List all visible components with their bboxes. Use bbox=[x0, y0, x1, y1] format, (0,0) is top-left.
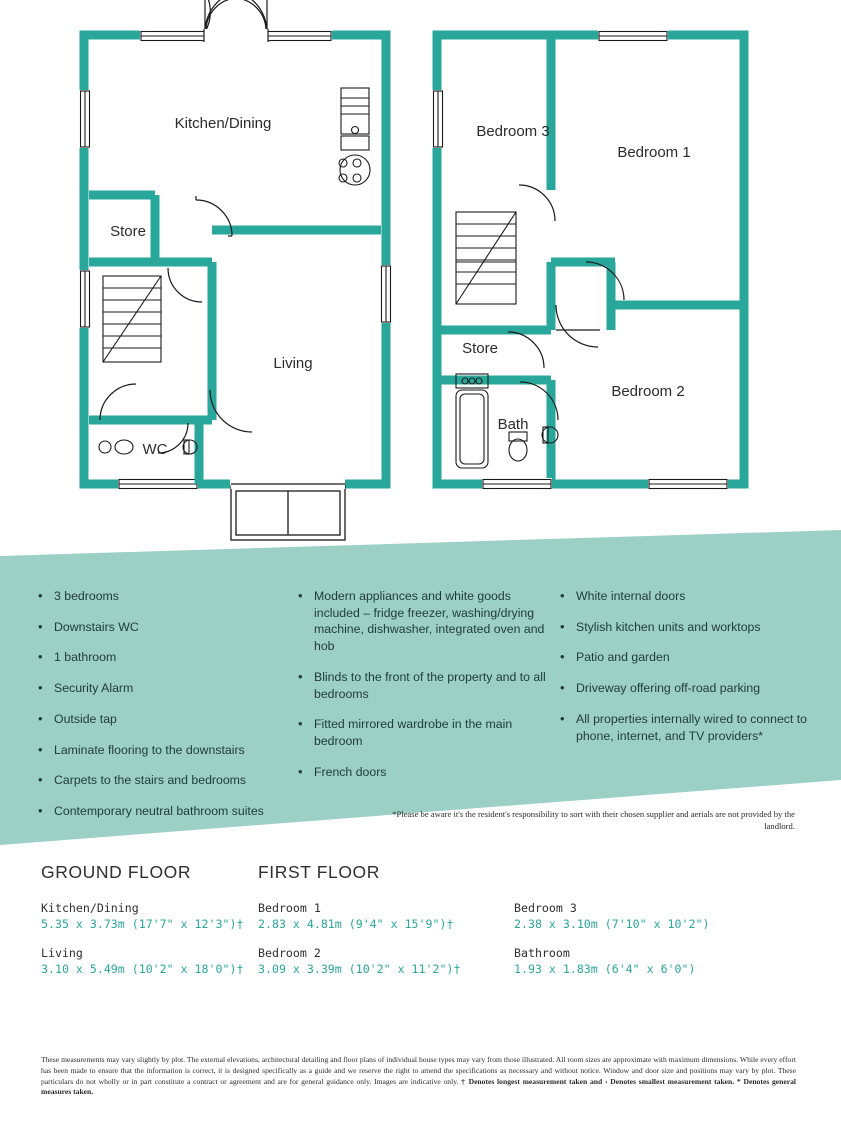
room-entry bbox=[41, 901, 258, 932]
features-column-3 bbox=[558, 588, 841, 834]
features-column-1 bbox=[0, 588, 286, 834]
feature-item: • Patio and garden bbox=[558, 649, 831, 666]
feature-item: • Driveway offering off-road parking bbox=[558, 680, 831, 697]
footer-text: These measurements may vary slightly by plot. The external elevations, architectural detailing and floor plans of individual house types may vary from those illustrated. All room sizes are approximate with maximum dimensions. While every effort has been made to ensure that the information is correct, it is designed specifically as a guide and we reserve the right to amend the specifications as necessary and without notice. Window and door size and positions may vary by plot. These particulars do not wholly or in part constitute a contract or agreement and are for general guidance only. Images are indicative only. bbox=[41, 1055, 796, 1086]
plan-label-bedroom-3: Bedroom 3 bbox=[476, 123, 550, 140]
feature-item: • Blinds to the front of the property and to all bedrooms bbox=[296, 669, 548, 702]
note-text: *Please be aware it's the resident's responsibility to sort with their chosen supplier and aerials are not provided by the landlord. bbox=[392, 809, 795, 832]
feature-item: • White internal doors bbox=[558, 588, 831, 605]
room-name: Bedroom 2 bbox=[258, 946, 321, 961]
feature-item: • Laminate flooring to the downstairs bbox=[36, 742, 276, 759]
ground-floor-heading: GROUND FLOOR bbox=[41, 862, 192, 882]
plan-label-kitchen-dining: Kitchen/Dining bbox=[174, 115, 272, 132]
room-size: 5.35 x 3.73m (17'7" x 12'3")† bbox=[41, 916, 244, 931]
plan-label-bedroom-1: Bedroom 1 bbox=[617, 144, 691, 161]
room-entry bbox=[514, 946, 794, 977]
feature-item: • Outside tap bbox=[36, 711, 276, 728]
plan-label-living: Living bbox=[273, 355, 313, 372]
plan-label-store-ground: Store bbox=[110, 223, 146, 240]
feature-item: • 3 bedrooms bbox=[36, 588, 276, 605]
plan-label-bedroom-2: Bedroom 2 bbox=[611, 383, 685, 400]
room-entry bbox=[258, 946, 514, 977]
room-name: Bedroom 3 bbox=[514, 901, 577, 915]
feature-item: • Contemporary neutral bathroom suites bbox=[36, 803, 276, 820]
room-name: Bedroom 1 bbox=[258, 901, 321, 915]
feature-item: • All properties internally wired to connect to phone, internet, and TV providers* bbox=[558, 711, 831, 744]
feature-item: • Security Alarm bbox=[36, 680, 276, 697]
first-floor-heading: FIRST FLOOR bbox=[258, 862, 380, 882]
room-name: Bathroom bbox=[514, 946, 570, 961]
room-entry bbox=[514, 901, 794, 932]
feature-item: • Modern appliances and white goods included – fridge freezer, washing/drying machine, dishwasher, integrated oven and hob bbox=[296, 588, 548, 655]
feature-item: • 1 bathroom bbox=[36, 649, 276, 666]
floor-plan-graphic bbox=[0, 0, 841, 560]
footer-bold-text: † Denotes longest measurement taken and ‹ Denotes smallest measurement taken. * Denotes general measures taken. bbox=[41, 1076, 796, 1097]
feature-item: • Fitted mirrored wardrobe in the main bedroom bbox=[296, 716, 548, 749]
feature-item: • Carpets to the stairs and bedrooms bbox=[36, 772, 276, 789]
room-size: 2.38 x 3.10m (7'10" x 10'2") bbox=[514, 916, 710, 931]
room-size: 3.10 x 5.49m (10'2" x 18'0")† bbox=[41, 961, 244, 976]
feature-item: • Downstairs WC bbox=[36, 619, 276, 636]
dimensions-first-col2 bbox=[514, 862, 794, 991]
features-column-2 bbox=[286, 588, 558, 834]
room-size: 1.93 x 1.83m (6'4" x 6'0") bbox=[514, 961, 696, 976]
plan-label-wc: WC bbox=[142, 441, 168, 458]
plan-label-bath: Bath bbox=[497, 416, 529, 433]
room-name: Living bbox=[41, 946, 83, 961]
features-section bbox=[0, 588, 841, 834]
room-name: Kitchen/Dining bbox=[41, 901, 139, 915]
dimensions-section bbox=[0, 862, 841, 991]
feature-item: • French doors bbox=[296, 764, 548, 781]
room-entry bbox=[258, 901, 514, 932]
dimensions-first-col1 bbox=[258, 862, 514, 991]
room-size: 2.83 x 4.81m (9'4" x 15'9")† bbox=[258, 916, 454, 931]
footer-disclaimer bbox=[41, 1055, 796, 1098]
room-size: 3.09 x 3.39m (10'2" x 11'2")† bbox=[258, 961, 461, 976]
plan-label-store-first: Store bbox=[462, 340, 498, 357]
feature-item: • Stylish kitchen units and worktops bbox=[558, 619, 831, 636]
room-entry bbox=[41, 946, 258, 977]
spacer-heading bbox=[514, 862, 794, 883]
dimensions-ground bbox=[0, 862, 258, 991]
